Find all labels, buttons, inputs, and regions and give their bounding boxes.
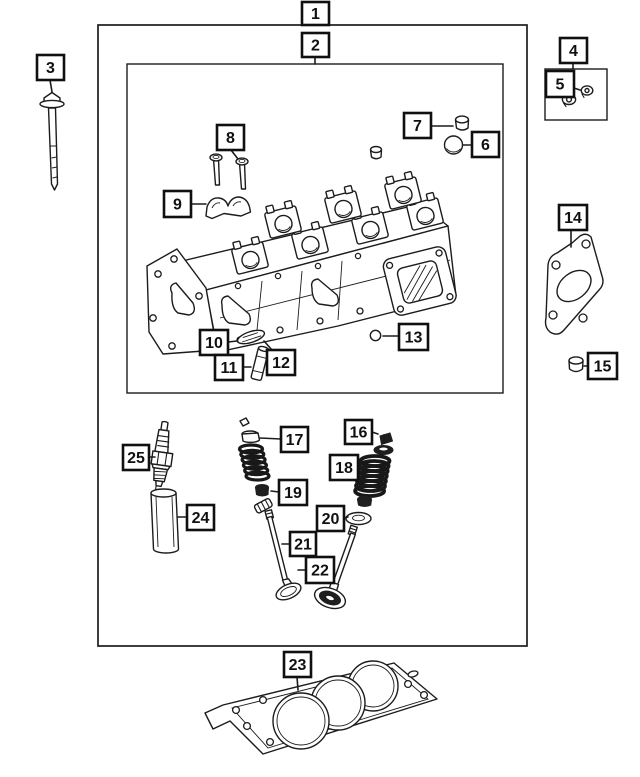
callout-23-number: 23	[288, 657, 307, 674]
cam-bore-plug-drawing	[445, 136, 463, 154]
callout-17	[260, 427, 308, 452]
callout-11	[215, 355, 251, 380]
drawing-layer	[40, 86, 603, 754]
callout-8-leader	[231, 150, 238, 159]
ball-plug-drawing	[370, 330, 380, 340]
outlet-gasket-drawing	[546, 234, 604, 334]
callout-6	[463, 132, 499, 157]
callout-6-number: 6	[481, 137, 490, 154]
callout-7-number: 7	[413, 118, 422, 135]
callout-19-number: 19	[284, 485, 302, 502]
head-gasket-drawing	[205, 661, 437, 754]
callout-12-number: 12	[272, 355, 290, 372]
callout-8	[217, 125, 244, 159]
callout-13	[383, 324, 428, 350]
callout-25	[123, 445, 155, 470]
callout-5	[546, 71, 580, 97]
callout-21	[282, 532, 316, 556]
callout-22	[298, 557, 334, 583]
callout-2	[302, 33, 329, 64]
callout-21-number: 21	[294, 536, 312, 554]
callout-2-number: 2	[311, 37, 320, 55]
cup-plug-drawing	[569, 357, 583, 372]
callout-5-number: 5	[555, 76, 565, 94]
head-bolt-drawing	[40, 93, 64, 191]
callout-15	[584, 353, 617, 379]
callout-16	[345, 420, 378, 444]
callout-12	[264, 341, 295, 375]
callout-10-number: 10	[205, 335, 223, 352]
spark-plug-tube-drawing	[151, 489, 179, 553]
callout-3	[37, 55, 64, 92]
callout-1-number: 1	[311, 6, 320, 23]
callout-13-number: 13	[404, 329, 423, 347]
callout-17-number: 17	[285, 432, 304, 449]
callout-10-leader	[228, 341, 237, 342]
callout-3-leader	[50, 80, 52, 92]
callout-9	[164, 191, 206, 217]
callout-3-number: 3	[46, 60, 55, 77]
callout-19	[271, 480, 307, 505]
callout-23-leader	[297, 677, 298, 690]
callout-15-number: 15	[593, 358, 612, 376]
callout-20	[317, 506, 348, 531]
callout-16-number: 16	[349, 424, 368, 442]
callout-11-number: 11	[220, 360, 238, 377]
camshaft-bearing-cap-drawing	[206, 197, 251, 219]
cam-cap-bolts-drawing	[210, 154, 248, 189]
callout-24	[178, 505, 214, 530]
callout-8-number: 8	[226, 130, 235, 147]
callout-17-leader	[260, 438, 281, 439]
callout-22-number: 22	[311, 562, 329, 580]
callout-layer	[37, 2, 617, 690]
callout-4-number: 4	[569, 43, 578, 60]
callout-4	[560, 38, 587, 69]
callout-1	[302, 2, 329, 25]
callout-14-number: 14	[564, 210, 582, 227]
callout-20-number: 20	[321, 511, 340, 528]
callout-18	[330, 455, 363, 480]
callout-7	[404, 113, 453, 138]
callout-25-number: 25	[127, 450, 145, 467]
callout-18-number: 18	[335, 460, 353, 477]
callout-9-number: 9	[173, 196, 182, 214]
callout-24-number: 24	[191, 510, 210, 527]
